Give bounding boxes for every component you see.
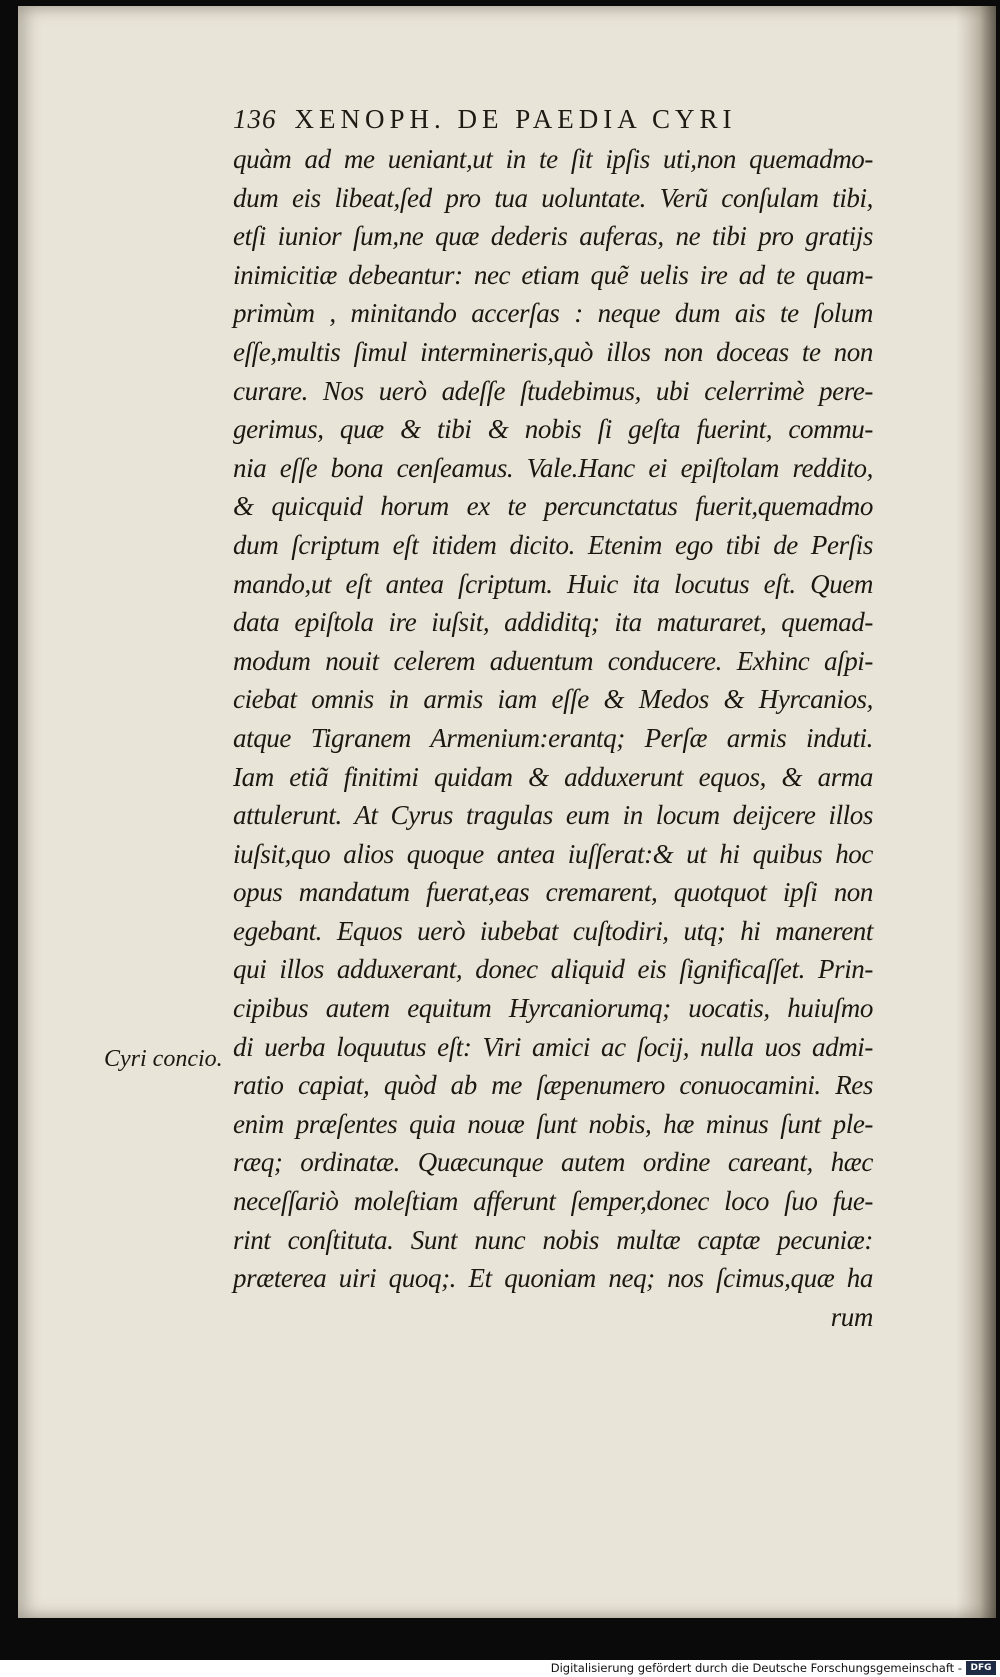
text-line: iuſsit,quo alios quoque antea iuſſerat:& ut hi quibus hoc bbox=[233, 838, 873, 869]
body-text bbox=[233, 140, 873, 1336]
text-line: cipibus autem equitum Hyrcaniorumq; uocatis, huiuſmo bbox=[233, 993, 873, 1024]
text-line: atque Tigranem Armenium:erantq; Perſæ armis induti. bbox=[233, 722, 873, 753]
dfg-logo: DFG bbox=[966, 1661, 996, 1675]
page-number: 136 bbox=[233, 104, 277, 134]
text-line: dum eis libeat,ſed pro tua uoluntate. Verũ conſulam tibi, bbox=[233, 182, 873, 213]
text-line: di uerba loquutus eſt: Viri amici ac ſocij, nulla uos admi- bbox=[233, 1031, 873, 1062]
text-line: curare. Nos uerò adeſſe ſtudebimus, ubi celerrimè pere- bbox=[233, 375, 873, 406]
footer-bar bbox=[0, 1660, 1000, 1677]
running-title: XENOPH. DE PAEDIA CYRI bbox=[294, 104, 737, 134]
margin-note: Cyri concio. bbox=[104, 1046, 223, 1072]
text-line: data epiſtola ire iuſsit, addiditq; ita maturaret, quemad- bbox=[233, 607, 873, 638]
text-line: opus mandatum fuerat,eas cremarent, quotquot ipſi non bbox=[233, 877, 873, 908]
text-line: dum ſcriptum eſt itidem dicito. Etenim ego tibi de Perſis bbox=[233, 529, 873, 560]
text-line: quàm ad me ueniant,ut in te ſit ipſis uti,non quemadmo- bbox=[233, 144, 873, 174]
text-line: nia eſſe bona cenſeamus. Vale.Hanc ei epiſtolam reddito, bbox=[233, 452, 873, 483]
text-line: modum nouit celerem aduentum conducere. Exhinc aſpi- bbox=[233, 645, 873, 676]
text-line: attulerunt. At Cyrus tragulas eum in locum deijcere illos bbox=[233, 800, 873, 831]
text-line: gerimus, quæ & tibi & nobis ſi geſta fuerint, commu- bbox=[233, 414, 873, 445]
text-line: ræq; ordinatæ. Quæcunque autem ordine careant, hæc bbox=[233, 1147, 873, 1178]
text-line: etſi iunior ſum,ne quæ dederis auferas, ne tibi pro gratijs bbox=[233, 221, 873, 252]
text-line: mando,ut eſt antea ſcriptum. Huic ita locutus eſt. Quem bbox=[233, 568, 873, 599]
text-line: & quicquid horum ex te percunctatus fuerit,quemadmo bbox=[233, 491, 873, 522]
text-line: enim præſentes quia nouæ ſunt nobis, hæ minus ſunt ple- bbox=[233, 1108, 873, 1139]
catchword: rum bbox=[830, 1301, 873, 1332]
text-line: egebant. Equos uerò iubebat cuſtodiri, utq; hi manerent bbox=[233, 915, 873, 946]
funding-credit: Digitalisierung gefördert durch die Deutsche Forschungsgemeinschaft - bbox=[550, 1661, 962, 1675]
text-line: qui illos adduxerant, donec aliquid eis ſignificaſſet. Prin- bbox=[233, 954, 873, 985]
text-line: rint conſtituta. Sunt nunc nobis multæ captæ pecuniæ: bbox=[233, 1224, 873, 1255]
text-line: ratio capiat, quòd ab me ſæpenumero conuocamini. Res bbox=[233, 1070, 873, 1101]
text-line: eſſe,multis ſimul intermineris,quò illos non doceas te non bbox=[233, 336, 873, 367]
text-line: inimicitiæ debeantur: nec etiam quẽ uelis ire ad te quam- bbox=[233, 259, 873, 290]
text-line: ciebat omnis in armis iam eſſe & Medos & Hyrcanios, bbox=[233, 684, 873, 715]
text-line: præterea uiri quoq;. Et quoniam neq; nos ſcimus,quæ ha bbox=[233, 1263, 873, 1294]
text-line: neceſſariò moleſtiam afferunt ſemper,donec loco ſuo fue- bbox=[233, 1186, 873, 1217]
text-line: primùm , minitando accerſas : neque dum ais te ſolum bbox=[233, 298, 873, 329]
running-header bbox=[233, 104, 853, 135]
page-edge-shadow bbox=[956, 6, 996, 1618]
text-line: Iam etiã finitimi quidam & adduxerunt equos, & arma bbox=[233, 761, 873, 792]
